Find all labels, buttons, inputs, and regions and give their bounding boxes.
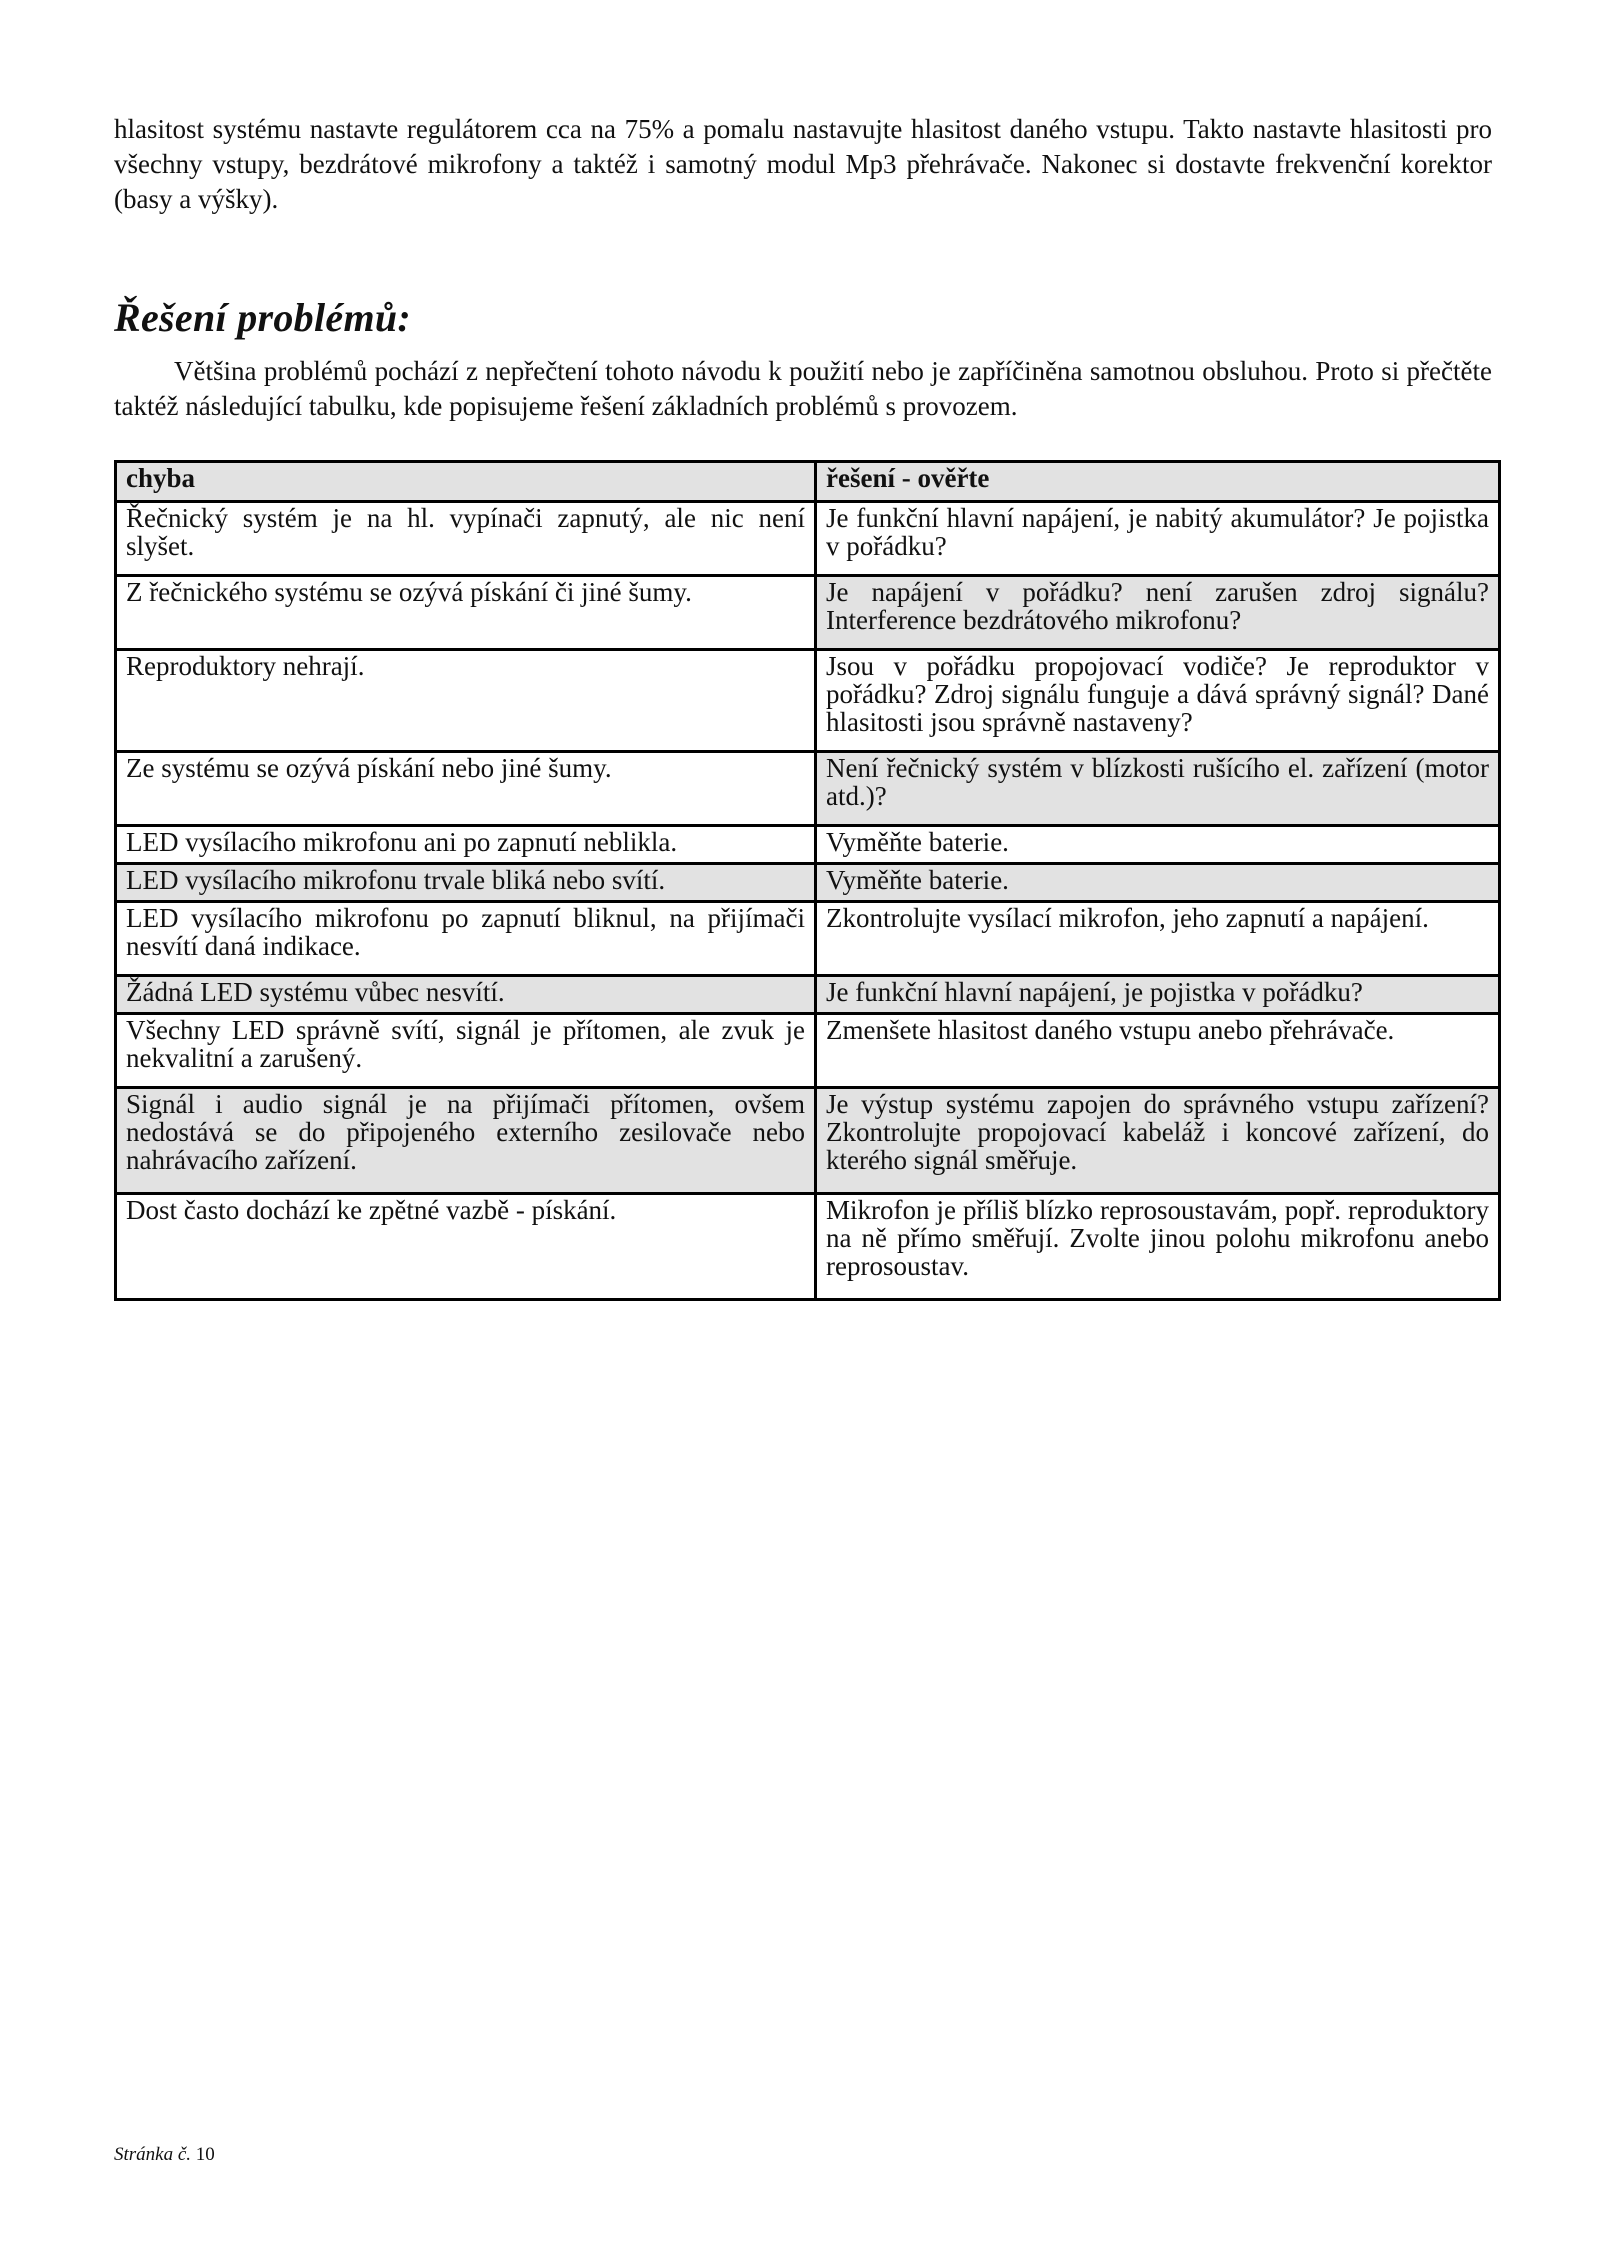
page-footer — [114, 2144, 215, 2166]
problem-cell: Signál i audio signál je na přijímači přítomen, ovšem nedostává se do připojeného externího zesilovače nebo nahrávacího zařízení. — [116, 1088, 816, 1194]
problem-cell: Všechny LED správně svítí, signál je přítomen, ale zvuk je nekvalitní a zarušený. — [116, 1014, 816, 1088]
table-row — [116, 502, 1500, 576]
solution-cell: Není řečnický systém v blízkosti rušícího el. zařízení (motor atd.)? — [816, 752, 1500, 826]
problem-cell: Ze systému se ozývá pískání nebo jiné šumy. — [116, 752, 816, 826]
problem-cell: Řečnický systém je na hl. vypínači zapnutý, ale nic není slyšet. — [116, 502, 816, 576]
table-row — [116, 864, 1500, 902]
problem-cell: Dost často dochází ke zpětné vazbě - pískání. — [116, 1194, 816, 1300]
table-row — [116, 826, 1500, 864]
table-row — [116, 902, 1500, 976]
solution-cell: Vyměňte baterie. — [816, 826, 1500, 864]
section-heading: Řešení problémů: — [114, 295, 412, 340]
problem-cell: LED vysílacího mikrofonu ani po zapnutí neblikla. — [116, 826, 816, 864]
column-header-solution: řešení - ověřte — [816, 462, 1500, 502]
solution-cell: Jsou v pořádku propojovací vodiče? Je reproduktor v pořádku? Zdroj signálu funguje a dává správný signál? Dané hlasitosti jsou správně nastaveny? — [816, 650, 1500, 752]
solution-cell: Zkontrolujte vysílací mikrofon, jeho zapnutí a napájení. — [816, 902, 1500, 976]
solution-cell: Je napájení v pořádku? není zarušen zdroj signálu? Interference bezdrátového mikrofonu? — [816, 576, 1500, 650]
table-row — [116, 650, 1500, 752]
table-row — [116, 1014, 1500, 1088]
solution-cell: Je výstup systému zapojen do správného vstupu zařízení? Zkontrolujte propojovací kabeláž i koncové zařízení, do kterého signál směřuje. — [816, 1088, 1500, 1194]
table-row — [116, 1088, 1500, 1194]
problem-cell: Žádná LED systému vůbec nesvítí. — [116, 976, 816, 1014]
section-lead-paragraph: Většina problémů pochází z nepřečtení tohoto návodu k použití nebo je zapříčiněna samotnou obsluhou. Proto si přečtěte taktéž následující tabulku, kde popisujeme řešení základních problémů s provozem. — [114, 356, 1492, 421]
problem-cell: LED vysílacího mikrofonu trvale bliká nebo svítí. — [116, 864, 816, 902]
footer-page-label: Stránka č. — [114, 2144, 192, 2165]
table-row — [116, 752, 1500, 826]
problem-cell: Z řečnického systému se ozývá pískání či jiné šumy. — [116, 576, 816, 650]
table-row — [116, 976, 1500, 1014]
problem-cell: LED vysílacího mikrofonu po zapnutí bliknul, na přijímači nesvítí daná indikace. — [116, 902, 816, 976]
table-row — [116, 1194, 1500, 1300]
table-row — [116, 576, 1500, 650]
column-header-problem: chyba — [116, 462, 816, 502]
footer-page-number: 10 — [195, 2144, 215, 2165]
table-header-row — [116, 462, 1500, 502]
solution-cell: Je funkční hlavní napájení, je pojistka v pořádku? — [816, 976, 1500, 1014]
intro-paragraph: hlasitost systému nastavte regulátorem cca na 75% a pomalu nastavujte hlasitost daného vstupu. Takto nastavte hlasitosti pro všechny vstupy, bezdrátové mikrofony a taktéž i samotný modul Mp3 přehrávače. Nakonec si dostavte frekvenční korektor (basy a výšky). — [114, 114, 1492, 214]
solution-cell: Vyměňte baterie. — [816, 864, 1500, 902]
problem-cell: Reproduktory nehrají. — [116, 650, 816, 752]
solution-cell: Je funkční hlavní napájení, je nabitý akumulátor? Je pojistka v pořádku? — [816, 502, 1500, 576]
solution-cell: Zmenšete hlasitost daného vstupu anebo přehrávače. — [816, 1014, 1500, 1088]
solution-cell: Mikrofon je příliš blízko reprosoustavám, popř. reproduktory na ně přímo směřují. Zvolte jinou polohu mikrofonu anebo reprosoustav. — [816, 1194, 1500, 1300]
troubleshooting-table — [114, 460, 1501, 1301]
